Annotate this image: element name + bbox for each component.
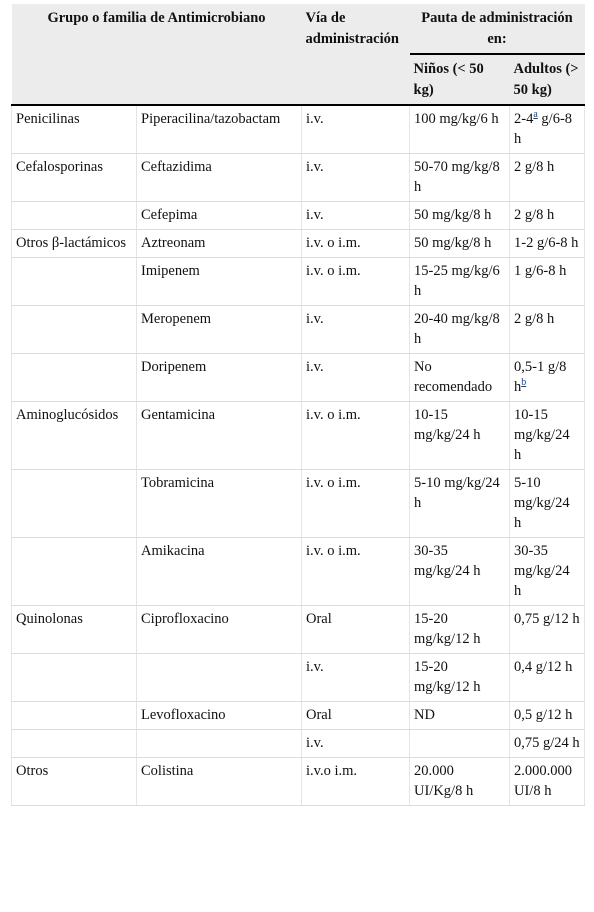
table-row — [12, 154, 585, 202]
cell-adults-dose — [510, 258, 585, 306]
cell-children-dose: 20-40 mg/kg/8 h — [410, 306, 510, 354]
cell-children-dose: 15-20 mg/kg/12 h — [410, 606, 510, 654]
cell-group — [12, 702, 137, 730]
adults-dose-text: 0,5-1 g/8 h — [514, 359, 567, 395]
header-route: Vía de administración — [302, 4, 410, 105]
adults-dose-text: 0,75 g/12 h — [514, 611, 580, 627]
cell-adults-dose — [510, 402, 585, 470]
cell-group: Penicilinas — [12, 105, 137, 154]
cell-drug: Aztreonam — [137, 230, 302, 258]
header-schedule: Pauta de administración en: — [410, 4, 585, 54]
cell-children-dose: 50-70 mg/kg/8 h — [410, 154, 510, 202]
cell-drug: Ciprofloxacino — [137, 606, 302, 654]
cell-group — [12, 258, 137, 306]
cell-adults-dose — [510, 702, 585, 730]
adults-dose-text: 1-2 g/6-8 h — [514, 235, 579, 251]
adults-dose-text: 1 g/6-8 h — [514, 263, 567, 279]
cell-group — [12, 654, 137, 702]
cell-route: i.v. o i.m. — [302, 258, 410, 306]
cell-adults-dose — [510, 354, 585, 402]
table-row — [12, 606, 585, 654]
cell-route: i.v. — [302, 654, 410, 702]
table-row — [12, 702, 585, 730]
cell-adults-dose — [510, 538, 585, 606]
cell-drug: Gentamicina — [137, 402, 302, 470]
table-row — [12, 230, 585, 258]
header-children: Niños (< 50 kg) — [410, 54, 510, 105]
cell-drug — [137, 730, 302, 758]
cell-drug: Doripenem — [137, 354, 302, 402]
table-row — [12, 402, 585, 470]
cell-group — [12, 354, 137, 402]
cell-group — [12, 202, 137, 230]
cell-children-dose: 100 mg/kg/6 h — [410, 105, 510, 154]
cell-adults-dose — [510, 606, 585, 654]
cell-drug — [137, 654, 302, 702]
table-row — [12, 354, 585, 402]
cell-children-dose: 50 mg/kg/8 h — [410, 202, 510, 230]
cell-group — [12, 538, 137, 606]
cell-drug: Cefepima — [137, 202, 302, 230]
adults-dose-text: 0,75 g/24 h — [514, 735, 580, 751]
adults-dose-text: 2.000.000 UI/8 h — [514, 763, 572, 799]
footnote-ref — [521, 377, 526, 388]
cell-route: i.v. o i.m. — [302, 402, 410, 470]
cell-drug: Levofloxacino — [137, 702, 302, 730]
cell-drug: Piperacilina/tazobactam — [137, 105, 302, 154]
footnote-link[interactable]: a — [533, 109, 538, 121]
adults-dose-suffix: g/6-8 h — [514, 111, 573, 147]
cell-drug: Tobramicina — [137, 470, 302, 538]
cell-children-dose: 15-20 mg/kg/12 h — [410, 654, 510, 702]
cell-adults-dose — [510, 470, 585, 538]
cell-route: i.v. — [302, 202, 410, 230]
cell-adults-dose — [510, 202, 585, 230]
cell-adults-dose — [510, 654, 585, 702]
cell-group: Aminoglucósidos — [12, 402, 137, 470]
table-row — [12, 538, 585, 606]
cell-children-dose: 15-25 mg/kg/6 h — [410, 258, 510, 306]
cell-route: Oral — [302, 702, 410, 730]
adults-dose-text: 5-10 mg/kg/24 h — [514, 475, 570, 531]
cell-drug: Meropenem — [137, 306, 302, 354]
table-row — [12, 202, 585, 230]
cell-route: i.v. — [302, 354, 410, 402]
table-row — [12, 758, 585, 806]
cell-adults-dose — [510, 306, 585, 354]
adults-dose-text: 2 g/8 h — [514, 207, 555, 223]
cell-group — [12, 306, 137, 354]
cell-route: i.v. — [302, 730, 410, 758]
table-row — [12, 470, 585, 538]
table-row — [12, 654, 585, 702]
cell-group — [12, 470, 137, 538]
cell-route: Oral — [302, 606, 410, 654]
cell-children-dose: 50 mg/kg/8 h — [410, 230, 510, 258]
cell-group: Quinolonas — [12, 606, 137, 654]
cell-adults-dose — [510, 105, 585, 154]
cell-route: i.v. o i.m. — [302, 470, 410, 538]
adults-dose-text: 2 g/8 h — [514, 311, 555, 327]
cell-drug: Amikacina — [137, 538, 302, 606]
adults-dose-text: 2 g/8 h — [514, 159, 555, 175]
header-group: Grupo o familia de Antimicrobiano — [12, 4, 302, 105]
cell-drug: Colistina — [137, 758, 302, 806]
antimicrobial-dosage-table — [11, 4, 585, 806]
table-row — [12, 258, 585, 306]
cell-route: i.v.o i.m. — [302, 758, 410, 806]
cell-group: Otros β-lactámicos — [12, 230, 137, 258]
adults-dose-text: 10-15 mg/kg/24 h — [514, 407, 570, 463]
adults-dose-text: 0,5 g/12 h — [514, 707, 573, 723]
cell-children-dose: ND — [410, 702, 510, 730]
cell-children-dose: No recomendado — [410, 354, 510, 402]
cell-group — [12, 730, 137, 758]
footnote-link[interactable]: b — [521, 377, 527, 389]
cell-route: i.v. — [302, 306, 410, 354]
cell-children-dose: 20.000 UI/Kg/8 h — [410, 758, 510, 806]
cell-group: Otros — [12, 758, 137, 806]
cell-children-dose: 5-10 mg/kg/24 h — [410, 470, 510, 538]
cell-children-dose: 10-15 mg/kg/24 h — [410, 402, 510, 470]
adults-dose-text: 30-35 mg/kg/24 h — [514, 543, 570, 599]
cell-adults-dose — [510, 758, 585, 806]
cell-route: i.v. — [302, 154, 410, 202]
cell-drug: Imipenem — [137, 258, 302, 306]
cell-route: i.v. o i.m. — [302, 230, 410, 258]
cell-adults-dose — [510, 730, 585, 758]
adults-dose-text: 2-4 — [514, 111, 534, 127]
header-adults: Adultos (> 50 kg) — [510, 54, 585, 105]
cell-adults-dose — [510, 154, 585, 202]
cell-route: i.v. o i.m. — [302, 538, 410, 606]
table-row — [12, 306, 585, 354]
table-body — [12, 105, 585, 806]
table-row — [12, 105, 585, 154]
cell-drug: Ceftazidima — [137, 154, 302, 202]
cell-group: Cefalosporinas — [12, 154, 137, 202]
adults-dose-text: 0,4 g/12 h — [514, 659, 573, 675]
cell-adults-dose — [510, 230, 585, 258]
cell-children-dose: 30-35 mg/kg/24 h — [410, 538, 510, 606]
table-row — [12, 730, 585, 758]
cell-children-dose — [410, 730, 510, 758]
cell-route: i.v. — [302, 105, 410, 154]
table-header — [12, 4, 585, 105]
